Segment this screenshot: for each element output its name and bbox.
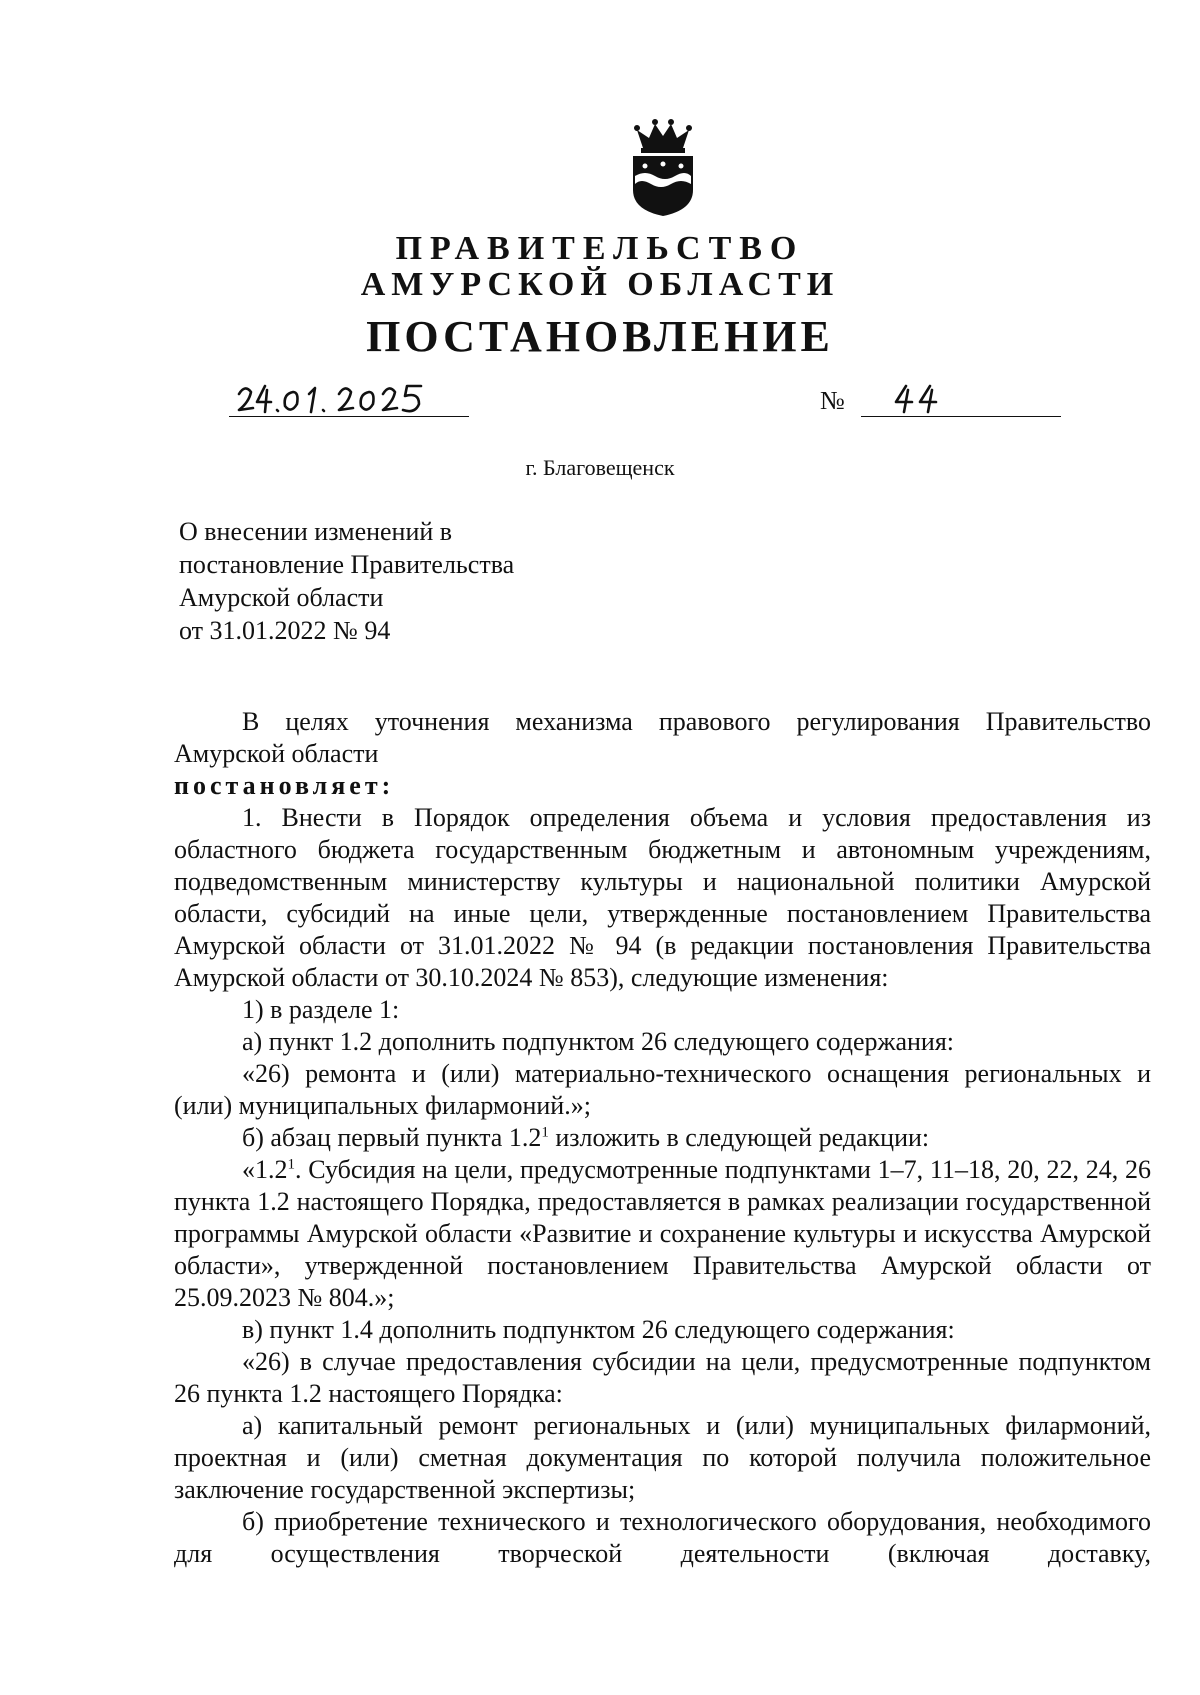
subitem-1-paragraph: 1) в разделе 1: [242,995,400,1024]
document-type-title: ПОСТАНОВЛЕНИЕ [366,312,834,361]
subitem-1v-paragraph: в) пункт 1.4 дополнить подпунктом 26 следующего содержания: [242,1315,955,1344]
quote-1-2-paragraph [174,1154,1151,1314]
subject-line: постановление Правительства [179,550,515,579]
document-body [174,706,1151,1570]
quote-1-2-start: «1.2 [242,1155,288,1184]
subject-line: О внесении изменений в [179,517,453,546]
superscript: 1 [287,1156,295,1173]
decree-word: постановляет: [174,771,395,800]
item-a-paragraph: а) капитальный ремонт региональных и (или) муниципальных филармоний, проектная и (или) сметная документация по которой получила положительное заключение государственной экспертизы; [174,1411,1151,1504]
org-name-line1: ПРАВИТЕЛЬСТВО [395,230,805,267]
coat-of-arms-icon [623,118,703,218]
quote-26-paragraph: «26) ремонта и (или) материально-технического оснащения региональных и (или) муниципальных филармоний.»; [174,1059,1151,1120]
subitem-1b-text: б) абзац первый пункта 1.2 [242,1123,542,1152]
number-label: № [820,386,845,415]
org-name-line2: АМУРСКОЙ ОБЛАСТИ [360,266,840,303]
subitem-1a-paragraph: а) пункт 1.2 дополнить подпунктом 26 следующего содержания: [242,1027,955,1056]
number-underline [861,416,1061,417]
preamble-paragraph: В целях уточнения механизма правового регулирования Правительство Амурской области [174,707,1151,768]
city-name: г. Благовещенск [525,455,675,480]
item-1-paragraph: 1. Внести в Порядок определения объема и условия предоставления из областного бюджета государственным бюджетным и автономным учреждениям, подведомственным министерству культуры и национальной политики Амурской области, субсидий на иные цели, утвержденные постановлением Правительства Амурской области от 31.01.2022 № 94 (в редакции постановления Правительства Амурской области от 30.10.2024 № 853), следующие изменения: [174,803,1151,992]
subject-line: Амурской области [179,583,384,612]
item-b-paragraph: б) приобретение технического и технологического оборудования, необходимого для осуществления творческой деятельности (включая доставку, [174,1507,1151,1568]
subitem-1b-text-end: изложить в следующей редакции: [548,1123,930,1152]
quote-1-2-text: . Субсидия на цели, предусмотренные подпунктами 1–7, 11–18, 20, 22, 24, 26 пункта 1.2 настоящего Порядка, предоставляется в рамках реализации государственной программы Амурской области «Развитие и сохранение культуры и искусства Амурской области», утвержденной постановлением Правительства Амурской области от 25.09.2023 № 804.»; [174,1155,1151,1312]
handwritten-number [890,380,950,416]
subject-line: от 31.01.2022 № 94 [179,616,391,645]
handwritten-date [235,380,475,416]
date-underline [229,416,469,417]
document-subject [179,515,514,647]
quote-26b-paragraph: «26) в случае предоставления субсидии на цели, предусмотренные подпунктом 26 пункта 1.2 настоящего Порядка: [174,1347,1151,1408]
subitem-1b-paragraph [174,1122,1151,1154]
superscript: 1 [541,1124,549,1141]
